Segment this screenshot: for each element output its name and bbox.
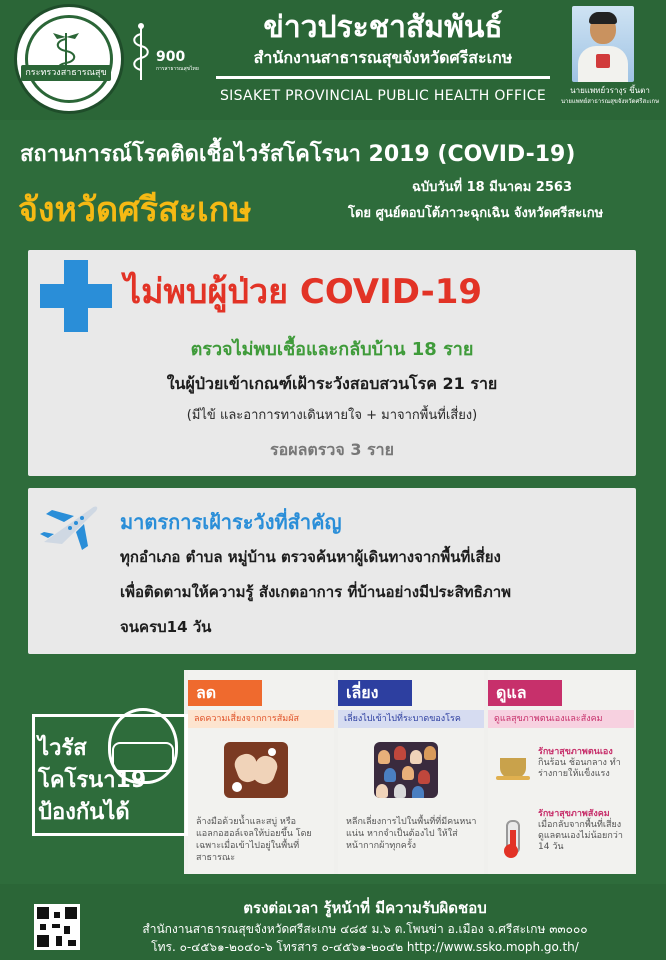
care-band: ดูแลสุขภาพตนเองและสังคม [488, 710, 634, 728]
reduce-text: ล้างมือด้วยน้ำและสบู่ หรือแอลกอฮอล์เจลให้บ่อยขึ้น โดยเฉพาะเมื่อเข้าไปอยู่ในพื้นที่สาธารณะ [196, 817, 312, 863]
title-divider [216, 76, 550, 79]
footer [0, 884, 666, 960]
badge-caption: การสาธารณสุขไทย [156, 66, 199, 72]
reduce-column [188, 670, 334, 874]
handwashing-icon [224, 742, 288, 798]
cross-horizontal [40, 284, 112, 308]
self-care-text: กินร้อน ช้อนกลาง ทำร่างกายให้แข็งแรง [538, 758, 621, 779]
measures-line-3: จนครบ14 วัน [120, 618, 212, 636]
ministry-logo [14, 4, 124, 114]
tested-negative-count: ตรวจไม่พบเชื้อและกลับบ้าน 18 ราย [190, 339, 474, 360]
issuer: โดย ศูนย์ตอบโต้ภาวะฉุกเฉิน จังหวัดศรีสะเกษ [348, 206, 604, 221]
reduce-tab: ลด [188, 680, 262, 706]
official-name: นายแพทย์วรางุร ขึ้นตา [570, 86, 650, 95]
status-panel [28, 250, 636, 476]
measures-panel [28, 488, 636, 654]
social-care-title: รักษาสุขภาพสังคม [538, 809, 610, 819]
province-name: จังหวัดศรีสะเกษ [18, 190, 252, 230]
virus-line-2: โคโรนา19 [38, 768, 147, 793]
measures-line-2: เพื่อติดตามให้ความรู้ สังเกตอาการ ที่บ้านอย่างมีประสิทธิภาพ [120, 583, 512, 601]
virus-line-1: ไวรัส [38, 736, 87, 761]
surveillance-criteria: (มีไข้ และอาการทางเดินหายใจ + มาจากพื้นที่เสี่ยง) [186, 408, 478, 423]
footer-address: สำนักงานสาธารณสุขจังหวัดศรีสะเกษ ๔๘๕ ม.๖ ต.โพนข่า อ.เมือง จ.ศรีสะเกษ ๓๓๐๐๐ [142, 922, 588, 936]
thermometer-icon [506, 820, 520, 854]
measures-headline: มาตรการเฝ้าระวังที่สำคัญ [120, 510, 342, 534]
virus-prevention-block [28, 670, 184, 874]
avoid-tab: เลี่ยง [338, 680, 412, 706]
thermometer-bulb [504, 844, 518, 858]
self-care-title: รักษาสุขภาพตนเอง [538, 747, 613, 757]
official-title: นายแพทย์สาธารณสุขจังหวัดศรีสะเกษ [560, 98, 660, 105]
anniversary-badge [156, 46, 204, 74]
prevention-infographic [28, 670, 636, 874]
office-name-en: SISAKET PROVINCIAL PUBLIC HEALTH OFFICE [220, 88, 546, 104]
office-name: สำนักงานสาธารณสุขจังหวัดศรีสะเกษ [253, 48, 513, 67]
measures-line-1: ทุกอำเภอ ตำบล หมู่บ้าน ตรวจค้นหาผู้เดินทางจากพื้นที่เสี่ยง [120, 548, 501, 566]
hot-drink-icon [500, 758, 526, 778]
pending-results: รอผลตรวจ 3 ราย [270, 440, 394, 459]
avoid-column [338, 670, 484, 874]
avoid-text: หลีกเลี่ยงการไปในพื้นที่ที่มีคนหนาแน่น หากจำเป็นต้องไป ให้ใส่หน้ากากผ้าทุกครั้ง [346, 817, 477, 851]
reduce-band: ลดความเสี่ยงจากการสัมผัส [188, 710, 334, 728]
situation-band [0, 122, 666, 244]
virus-line-3: ป้องกันได้ [38, 800, 130, 825]
issue-date: ฉบับวันที่ 18 มีนาคม 2563 [412, 180, 572, 195]
medical-cross-icon [40, 260, 112, 332]
logo-ribbon: กระทรวงสาธารณสุข [21, 65, 111, 81]
footer-motto: ตรงต่อเวลา รู้หน้าที่ มีความรับผิดชอบ [243, 899, 487, 917]
page-title: ข่าวประชาสัมพันธ์ [263, 10, 503, 45]
crowd-icon [374, 742, 438, 798]
header [0, 0, 666, 120]
official-portrait [572, 6, 634, 82]
badge-number: 900 [156, 49, 186, 65]
avoid-band: เลี่ยงไปเข้าไปที่ระบาดของโรค [338, 710, 484, 728]
situation-title: สถานการณ์โรคติดเชื้อไวรัสโคโรนา 2019 (COVID-19) [20, 142, 576, 167]
social-care-text: เมื่อกลับจากพื้นที่เสี่ยง ดูแลตนเองไม่น้อยกว่า 14 วัน [538, 820, 623, 852]
soap-bubble [232, 782, 242, 792]
surveillance-count: ในผู้ป่วยเข้าเกณฑ์เฝ้าระวังสอบสวนโรค 21 ราย [166, 374, 498, 393]
status-headline: ไม่พบผู้ป่วย COVID-19 [124, 272, 483, 312]
care-column [488, 670, 634, 874]
emblem-icon [132, 22, 150, 82]
portrait-hair [589, 12, 617, 24]
footer-contact: โทร. ๐-๔๕๖๑-๒๐๔๐-๖ โทรสาร ๐-๔๕๖๑-๒๐๔๒ http://www.ssko.moph.go.th/ [151, 940, 579, 954]
care-tab: ดูแล [488, 680, 562, 706]
qr-code-icon [34, 904, 80, 950]
soap-bubble [268, 748, 276, 756]
portrait-medal [596, 54, 610, 68]
measures-body [120, 540, 630, 645]
airplane-icon [38, 498, 100, 552]
